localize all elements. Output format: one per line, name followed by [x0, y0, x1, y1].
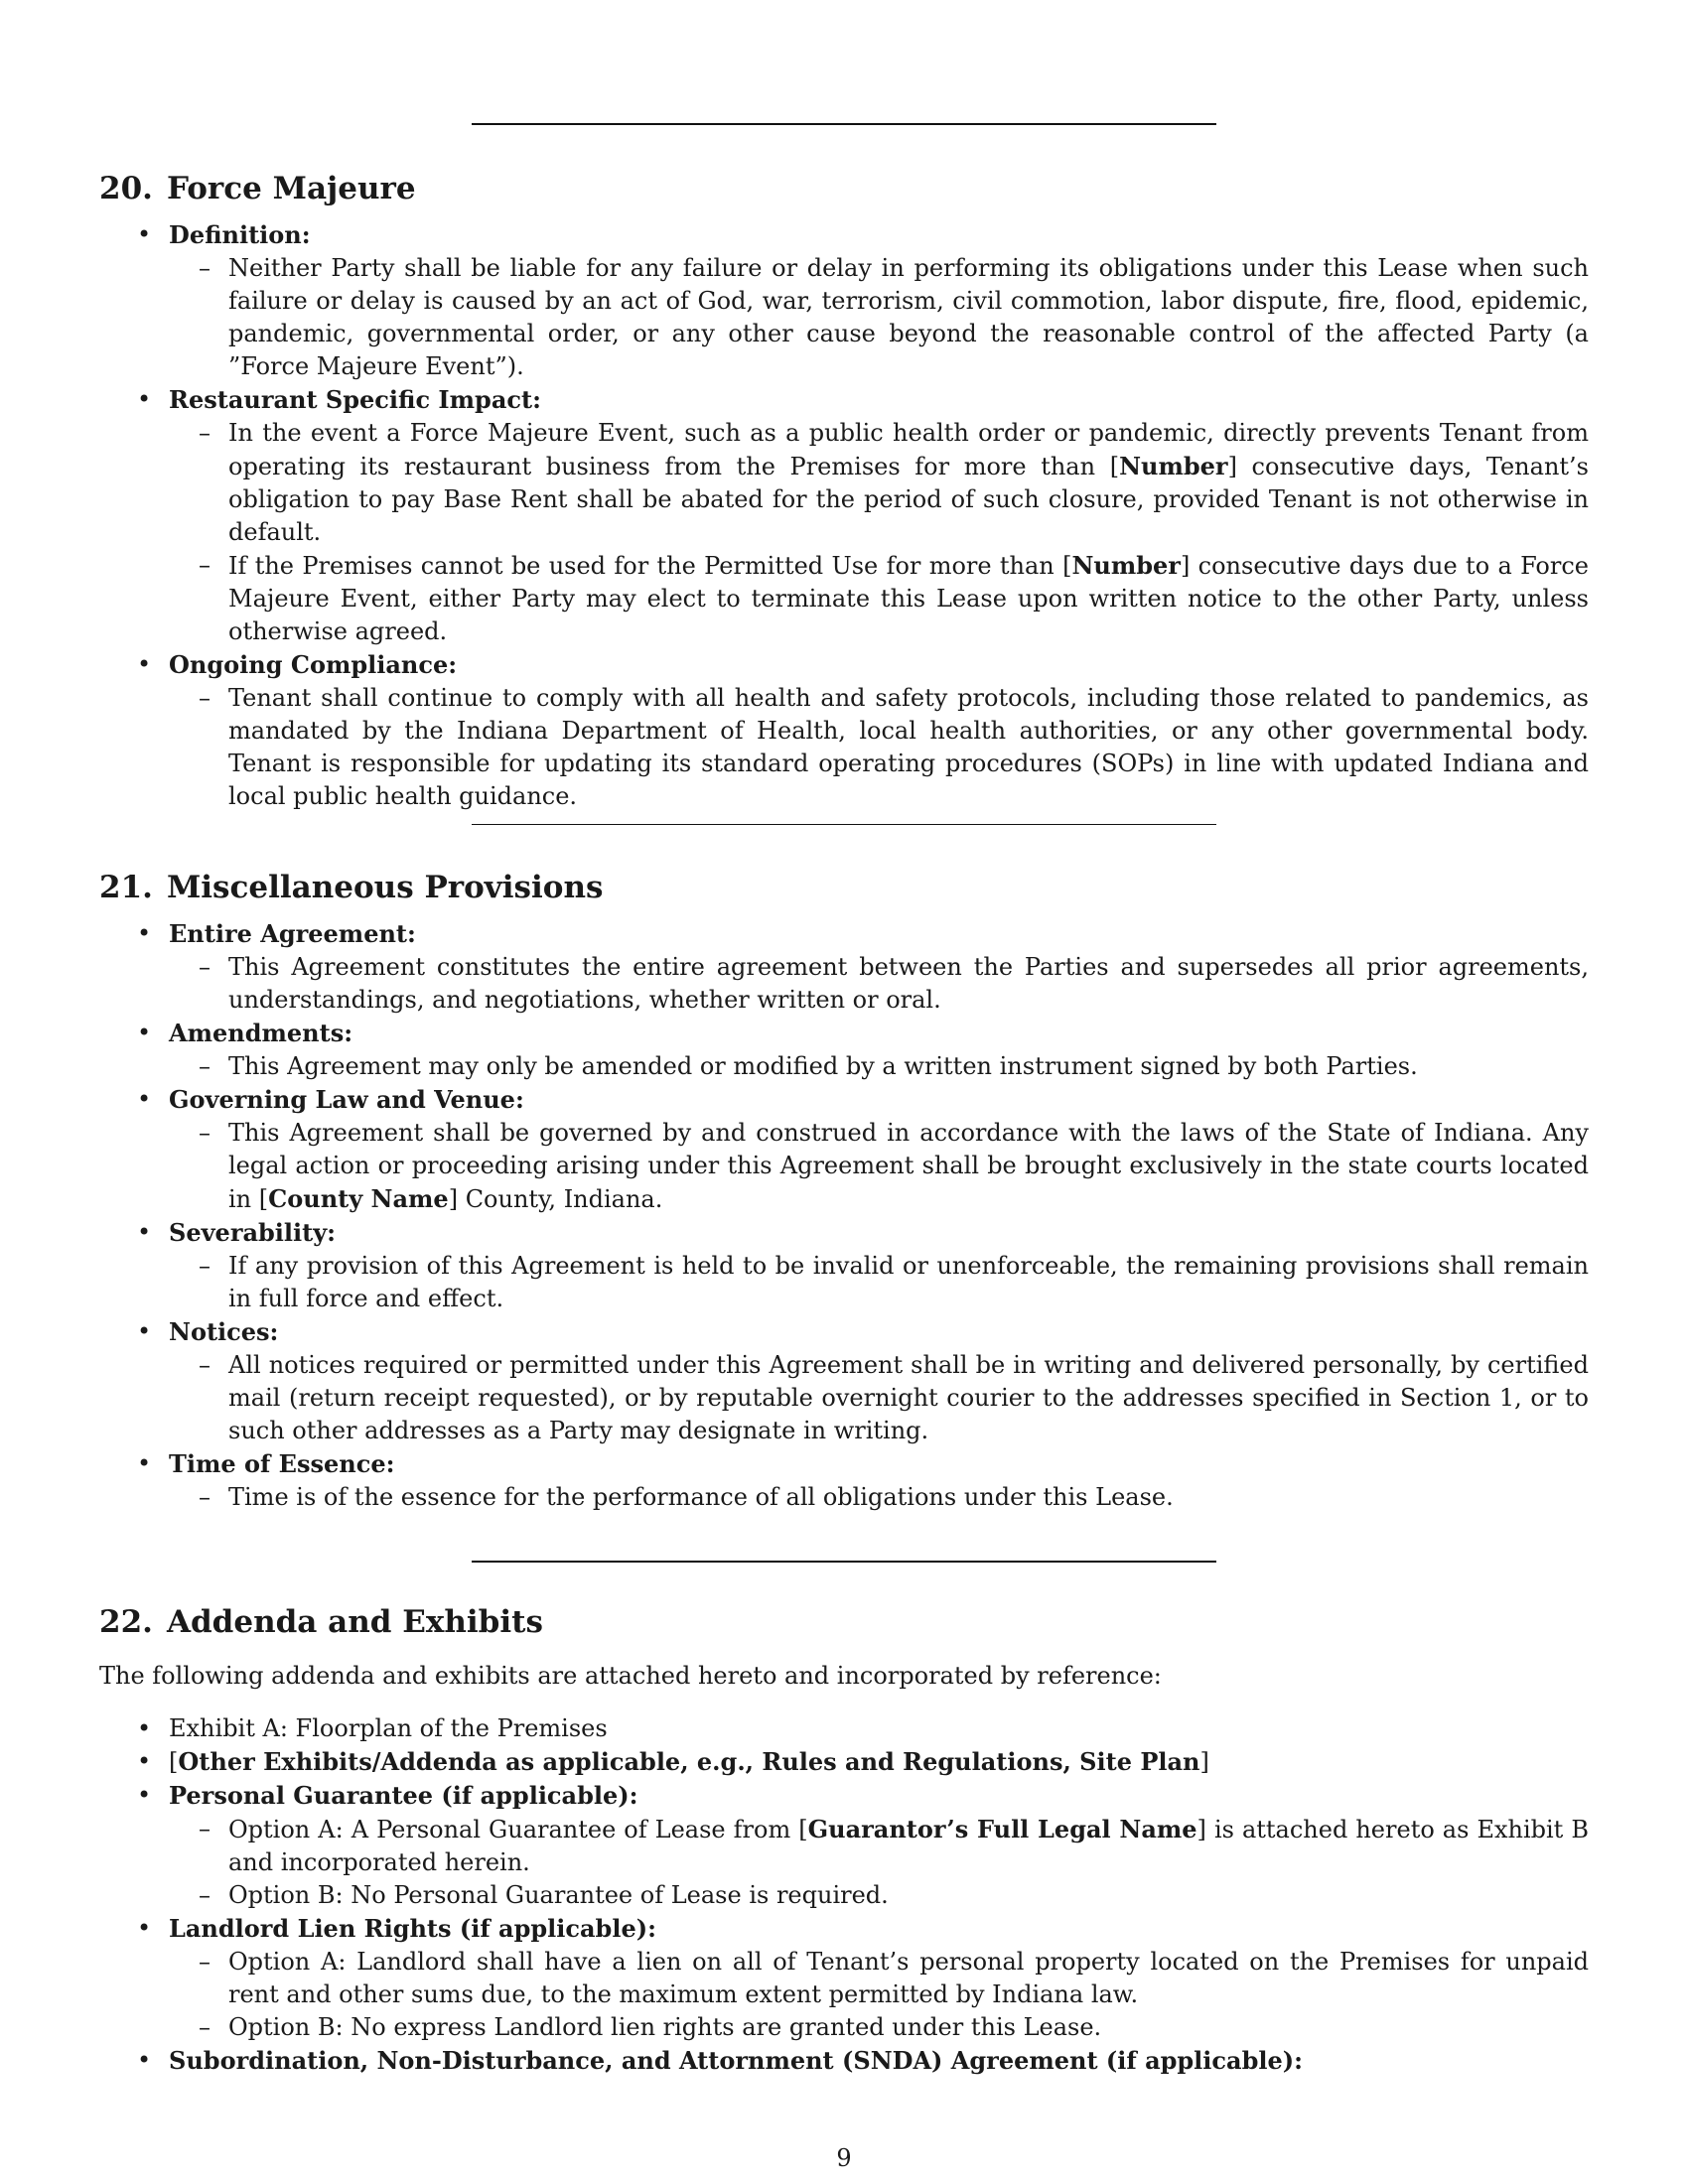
clause-label: Ongoing Compliance:: [169, 650, 458, 679]
exhibit-a: • Exhibit A: Floorplan of the Premises: [99, 1712, 1589, 1745]
page-number: 9: [836, 2144, 852, 2172]
clause-text: – This Agreement constitutes the entire agreement between the Parties and supersedes all prior agreements, understandings, and negotiations, whether written or oral.: [169, 951, 1589, 1017]
placeholder-field: Number: [1119, 452, 1228, 480]
option-a: – Option A: A Personal Guarantee of Lease from [Guarantor’s Full Legal Name] is attached hereto as Exhibit B and incorporated herein.: [169, 1813, 1589, 1879]
clause-text: – Tenant shall continue to comply with all health and safety protocols, including those related to pandemics, as mandated by the Indiana Department of Health, local health authorities, or any other governmental body. Tenant is responsible for updating its standard operating procedures (SOPs) in line with updated Indiana and local public health guidance.: [169, 682, 1589, 813]
clause-label: Subordination, Non-Disturbance, and Attornment (SNDA) Agreement (if applicable):: [169, 2046, 1303, 2075]
clause-label: Notices:: [169, 1317, 279, 1346]
option-a: – Option A: Landlord shall have a lien on all of Tenant’s personal property located on the Premises for unpaid rent and other sums due, to the maximum extent permitted by Indiana law.: [169, 1946, 1589, 2011]
clause-notices: [99, 1315, 1589, 1447]
clause-label: Definition:: [169, 220, 311, 249]
placeholder-field: County Name: [268, 1184, 449, 1213]
clause-label: Restaurant Specific Impact:: [169, 385, 541, 414]
clause-label: Amendments:: [169, 1019, 353, 1047]
section-22-addenda: [99, 1602, 1589, 2078]
section-20-force-majeure: [99, 169, 1589, 813]
section-divider: [472, 1561, 1216, 1563]
clause-label: Governing Law and Venue:: [169, 1085, 524, 1114]
section-21-miscellaneous: [99, 868, 1589, 1514]
clause-text: – This Agreement may only be amended or modified by a written instrument signed by both Parties.: [169, 1050, 1589, 1083]
exhibit-list: [99, 1712, 1589, 2078]
option-b: – Option B: No Personal Guarantee of Lease is required.: [169, 1879, 1589, 1912]
clause-text: – All notices required or permitted under this Agreement shall be in writing and delivered personally, by certified mail (return receipt requested), or by reputable overnight courier to the addresses specified in Section 1, or to such other addresses as a Party may designate in writing.: [169, 1349, 1589, 1447]
exhibit-other: • [Other Exhibits/Addenda as applicable, e.g., Rules and Regulations, Site Plan]: [99, 1745, 1589, 1779]
clause-label: Time of Essence:: [169, 1449, 395, 1478]
clause-restaurant-impact: [99, 383, 1589, 648]
clause-text: – If any provision of this Agreement is held to be invalid or unenforceable, the remaining provisions shall remain in full force and effect.: [169, 1250, 1589, 1315]
clause-label: Landlord Lien Rights (if applicable):: [169, 1914, 656, 1943]
placeholder-field: Guarantor’s Full Legal Name: [807, 1815, 1197, 1843]
clause-entire-agreement: [99, 917, 1589, 1017]
clause-landlord-lien: [99, 1912, 1589, 2044]
clause-text: – In the event a Force Majeure Event, such as a public health order or pandemic, directly prevents Tenant from operating its restaurant business from the Premises for more than [Number] consecutive days, Tenant’s obligation to pay Base Rent shall be abated for the period of such closure, provided Tenant is not otherwise in default.: [169, 417, 1589, 549]
clause-text: – If the Premises cannot be used for the Permitted Use for more than [Number] consecutive days due to a Force Majeure Event, either Party may elect to terminate this Lease upon written notice to the other Party, unless otherwise agreed.: [169, 549, 1589, 648]
clause-personal-guarantee: [99, 1779, 1589, 1912]
clause-snda: [99, 2044, 1589, 2078]
placeholder-field: Other Exhibits/Addenda as applicable, e.g., Rules and Regulations, Site Plan: [178, 1747, 1200, 1776]
clause-text: – Time is of the essence for the performance of all obligations under this Lease.: [169, 1481, 1589, 1514]
clause-severability: [99, 1216, 1589, 1315]
section-heading: 20. Force Majeure: [99, 171, 416, 206]
clause-amendments: [99, 1017, 1589, 1083]
option-b: – Option B: No express Landlord lien rights are granted under this Lease.: [169, 2011, 1589, 2044]
clause-definition: [99, 218, 1589, 383]
clause-label: Severability:: [169, 1218, 337, 1247]
section-heading: 22. Addenda and Exhibits: [99, 1604, 543, 1640]
clause-time-of-essence: [99, 1447, 1589, 1514]
clause-text: – This Agreement shall be governed by and construed in accordance with the laws of the State of Indiana. Any legal action or proceeding arising under this Agreement shall be brought exclusively in the state courts located in [County Name] County, Indiana.: [169, 1117, 1589, 1216]
section-divider-top: [472, 123, 1216, 125]
section-divider: [472, 824, 1216, 825]
clause-text: – Neither Party shall be liable for any failure or delay in performing its obligations under this Lease when such failure or delay is caused by an act of God, war, terrorism, civil commotion, labor dispute, fire, flood, epidemic, pandemic, governmental order, or any other cause beyond the reasonable control of the affected Party (a ”Force Majeure Event”).: [169, 252, 1589, 383]
clause-ongoing-compliance: [99, 648, 1589, 813]
placeholder-field: Number: [1071, 551, 1181, 580]
section-heading: 21. Miscellaneous Provisions: [99, 870, 604, 905]
clause-list: [99, 917, 1589, 1514]
clause-label: Personal Guarantee (if applicable):: [169, 1781, 638, 1810]
clause-governing-law: [99, 1083, 1589, 1216]
clause-label: Entire Agreement:: [169, 919, 416, 948]
clause-list: [99, 218, 1589, 813]
section-intro: The following addenda and exhibits are attached hereto and incorporated by reference:: [99, 1662, 1162, 1690]
